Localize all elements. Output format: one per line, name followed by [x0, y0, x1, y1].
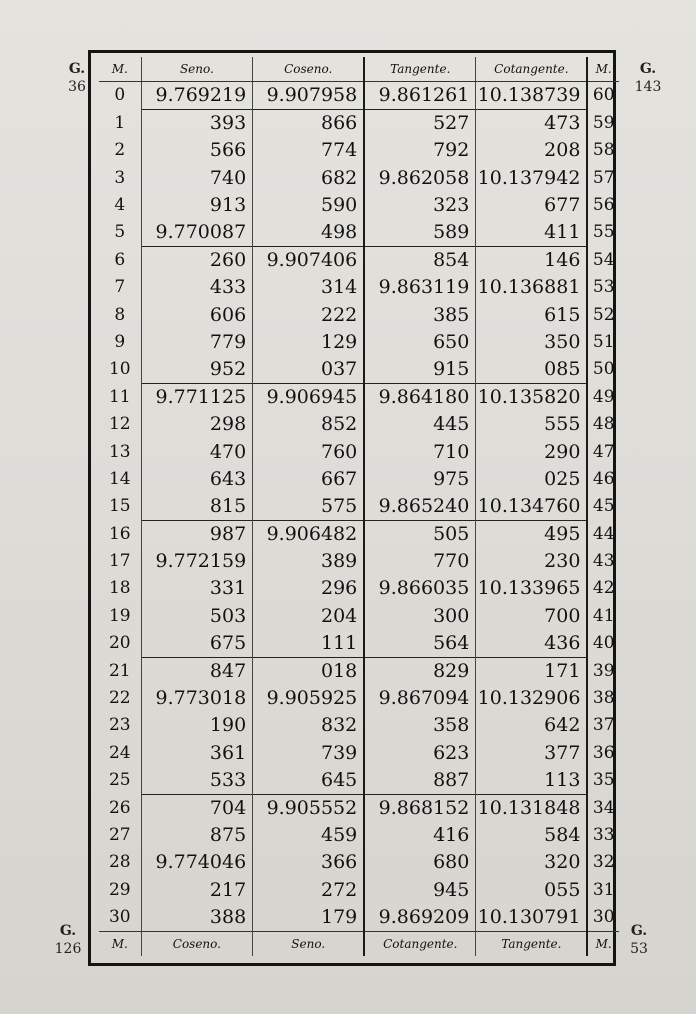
minutes-left-cell: 29	[108, 879, 131, 900]
corner-number: 36	[68, 79, 86, 95]
cotangente-cell: 171	[476, 657, 588, 685]
seno-cell: 190	[141, 712, 253, 739]
minutes-right-cell: 35	[587, 767, 619, 795]
cotangente-cell: 377	[476, 740, 588, 767]
table-row	[99, 247, 619, 275]
cotangente-cell: 146	[476, 247, 588, 275]
minutes-left-cell: 14	[108, 468, 131, 489]
seno-cell: 217	[141, 876, 253, 903]
seno-cell: 9.770087	[141, 219, 253, 247]
cotangente-cell: 290	[476, 438, 588, 465]
tangente-cell: 945	[364, 876, 476, 903]
cotangente-cell: 473	[476, 110, 588, 138]
corner-label: G.	[68, 61, 86, 77]
tangente-cell: 9.862058	[364, 165, 476, 192]
minutes-left-cell: 5	[114, 222, 126, 243]
minutes-left-cell: 22	[108, 688, 131, 709]
coseno-cell: 9.906945	[253, 384, 365, 412]
tangente-cell: 680	[364, 849, 476, 876]
cotangente-cell: 10.136881	[476, 274, 588, 301]
tangente-cell: 9.868152	[364, 794, 476, 822]
cotangente-cell: 113	[476, 767, 588, 795]
coseno-cell: 739	[253, 740, 365, 767]
seno-cell: 566	[141, 137, 253, 164]
minutes-left-cell: 1	[114, 113, 126, 134]
coseno-cell: 590	[253, 192, 365, 219]
corner-bottom-left	[50, 922, 86, 958]
cotangente-cell: 10.135820	[476, 384, 588, 412]
table-row	[99, 110, 619, 138]
minutes-right-cell: 55	[587, 219, 619, 247]
minutes-right-cell: 45	[587, 493, 619, 521]
corner-top-right	[630, 60, 666, 96]
coseno-cell: 129	[253, 329, 365, 356]
minutes-right-cell: 32	[587, 849, 619, 876]
coseno-cell: 645	[253, 767, 365, 795]
coseno-cell: 774	[253, 137, 365, 164]
seno-cell: 606	[141, 302, 253, 329]
coseno-cell: 667	[253, 466, 365, 493]
seno-cell: 9.771125	[141, 384, 253, 412]
table-row	[99, 466, 619, 493]
coseno-cell: 459	[253, 822, 365, 849]
coseno-cell: 018	[253, 657, 365, 685]
table-row	[99, 329, 619, 356]
minutes-left-cell: 18	[108, 578, 131, 599]
table-row	[99, 356, 619, 384]
tangente-cell: 887	[364, 767, 476, 795]
seno-cell: 388	[141, 904, 253, 932]
table-row	[99, 876, 619, 903]
tangente-cell: 9.866035	[364, 575, 476, 602]
minutes-right-cell: 34	[587, 794, 619, 822]
table-row	[99, 849, 619, 876]
minutes-left-cell: 24	[108, 742, 131, 763]
minutes-right-cell: 43	[587, 548, 619, 575]
minutes-left-cell: 27	[108, 825, 131, 846]
tangente-cell: 9.865240	[364, 493, 476, 521]
cotangente-cell: 10.130791	[476, 904, 588, 932]
cotangente-cell: 642	[476, 712, 588, 739]
minutes-right-cell: 30	[587, 904, 619, 932]
seno-cell: 987	[141, 521, 253, 549]
minutes-right-cell: 31	[587, 876, 619, 903]
table-row	[99, 192, 619, 219]
tangente-cell: 564	[364, 630, 476, 658]
cotangente-cell: 10.131848	[476, 794, 588, 822]
seno-cell: 704	[141, 794, 253, 822]
cotangente-cell: 436	[476, 630, 588, 658]
corner-label: G.	[59, 923, 77, 939]
minutes-left-cell: 3	[114, 167, 126, 188]
minutes-left-cell: 0	[114, 85, 126, 106]
table-row	[99, 302, 619, 329]
tangente-cell: 9.863119	[364, 274, 476, 301]
coseno-cell: 037	[253, 356, 365, 384]
tangente-cell: 416	[364, 822, 476, 849]
minutes-left-cell: 12	[108, 414, 131, 435]
header-cotangente: Cotangente.	[476, 57, 588, 82]
seno-cell: 503	[141, 603, 253, 630]
tangente-cell: 710	[364, 438, 476, 465]
minutes-left-cell: 15	[108, 496, 131, 517]
minutes-left-cell: 20	[108, 633, 131, 654]
tangente-cell: 358	[364, 712, 476, 739]
tangente-cell: 854	[364, 247, 476, 275]
table-row	[99, 411, 619, 438]
tangente-cell: 915	[364, 356, 476, 384]
seno-cell: 298	[141, 411, 253, 438]
minutes-right-cell: 33	[587, 822, 619, 849]
table-row	[99, 794, 619, 822]
cotangente-cell: 555	[476, 411, 588, 438]
minutes-right-cell: 58	[587, 137, 619, 164]
minutes-right-cell: 53	[587, 274, 619, 301]
minutes-left-cell: 21	[108, 660, 131, 681]
table-row	[99, 712, 619, 739]
seno-cell: 875	[141, 822, 253, 849]
tangente-cell: 323	[364, 192, 476, 219]
header-minutes-left: M.	[99, 57, 141, 82]
corner-label: G.	[630, 923, 648, 939]
footer-seno: Seno.	[253, 931, 365, 956]
minutes-right-cell: 50	[587, 356, 619, 384]
minutes-right-cell: 51	[587, 329, 619, 356]
minutes-left-cell: 16	[108, 523, 131, 544]
tangente-cell: 505	[364, 521, 476, 549]
coseno-cell: 389	[253, 548, 365, 575]
minutes-right-cell: 36	[587, 740, 619, 767]
minutes-left-cell: 6	[114, 249, 126, 270]
seno-cell: 433	[141, 274, 253, 301]
cotangente-cell: 677	[476, 192, 588, 219]
minutes-left-cell: 11	[108, 386, 131, 407]
coseno-cell: 832	[253, 712, 365, 739]
minutes-right-cell: 54	[587, 247, 619, 275]
table-row	[99, 82, 619, 110]
minutes-left-cell: 2	[114, 140, 126, 161]
footer-row	[99, 931, 619, 956]
table-row	[99, 274, 619, 301]
corner-number: 126	[54, 941, 82, 957]
table-row	[99, 767, 619, 795]
cotangente-cell: 320	[476, 849, 588, 876]
seno-cell: 361	[141, 740, 253, 767]
table-row	[99, 548, 619, 575]
minutes-left-cell: 17	[108, 551, 131, 572]
minutes-right-cell: 37	[587, 712, 619, 739]
corner-bottom-right	[624, 922, 654, 958]
tangente-cell: 650	[364, 329, 476, 356]
seno-cell: 740	[141, 165, 253, 192]
coseno-cell: 179	[253, 904, 365, 932]
seno-cell: 9.772159	[141, 548, 253, 575]
header-coseno: Coseno.	[253, 57, 365, 82]
minutes-right-cell: 44	[587, 521, 619, 549]
minutes-left-cell: 25	[108, 770, 131, 791]
footer-coseno: Coseno.	[141, 931, 253, 956]
coseno-cell: 272	[253, 876, 365, 903]
minutes-right-cell: 38	[587, 685, 619, 712]
footer-minutes-right: M.	[587, 931, 619, 956]
seno-cell: 815	[141, 493, 253, 521]
tangente-cell: 9.867094	[364, 685, 476, 712]
minutes-right-cell: 56	[587, 192, 619, 219]
table-row	[99, 630, 619, 658]
tangente-cell: 829	[364, 657, 476, 685]
minutes-left-cell: 10	[108, 359, 131, 380]
cotangente-cell: 208	[476, 137, 588, 164]
table-row	[99, 438, 619, 465]
corner-number: 53	[630, 941, 648, 957]
coseno-cell: 111	[253, 630, 365, 658]
minutes-right-cell: 49	[587, 384, 619, 412]
coseno-cell: 9.906482	[253, 521, 365, 549]
table-row	[99, 575, 619, 602]
corner-number: 143	[634, 79, 662, 95]
coseno-cell: 204	[253, 603, 365, 630]
seno-cell: 331	[141, 575, 253, 602]
coseno-cell: 222	[253, 302, 365, 329]
minutes-left-cell: 13	[108, 441, 131, 462]
minutes-right-cell: 40	[587, 630, 619, 658]
tangente-cell: 589	[364, 219, 476, 247]
minutes-left-cell: 30	[108, 906, 131, 927]
tangente-cell: 445	[364, 411, 476, 438]
footer-tangente: Tangente.	[476, 931, 588, 956]
seno-cell: 643	[141, 466, 253, 493]
cotangente-cell: 025	[476, 466, 588, 493]
seno-cell: 9.774046	[141, 849, 253, 876]
minutes-left-cell: 26	[108, 797, 131, 818]
seno-cell: 9.769219	[141, 82, 253, 110]
cotangente-cell: 085	[476, 356, 588, 384]
table-row	[99, 384, 619, 412]
minutes-right-cell: 46	[587, 466, 619, 493]
coseno-cell: 9.907406	[253, 247, 365, 275]
minutes-left-cell: 4	[114, 194, 126, 215]
corner-label: G.	[639, 61, 657, 77]
minutes-right-cell: 47	[587, 438, 619, 465]
header-minutes-right: M.	[587, 57, 619, 82]
tangente-cell: 9.861261	[364, 82, 476, 110]
tangente-cell: 385	[364, 302, 476, 329]
coseno-cell: 760	[253, 438, 365, 465]
table-row	[99, 822, 619, 849]
cotangente-cell: 10.137942	[476, 165, 588, 192]
cotangente-cell: 615	[476, 302, 588, 329]
coseno-cell: 575	[253, 493, 365, 521]
cotangente-cell: 10.134760	[476, 493, 588, 521]
seno-cell: 393	[141, 110, 253, 138]
tangente-cell: 623	[364, 740, 476, 767]
minutes-right-cell: 48	[587, 411, 619, 438]
coseno-cell: 9.905552	[253, 794, 365, 822]
table-row	[99, 493, 619, 521]
minutes-left-cell: 8	[114, 304, 126, 325]
trig-table	[99, 57, 619, 956]
coseno-cell: 296	[253, 575, 365, 602]
minutes-left-cell: 19	[108, 605, 131, 626]
cotangente-cell: 10.132906	[476, 685, 588, 712]
cotangente-cell: 055	[476, 876, 588, 903]
seno-cell: 779	[141, 329, 253, 356]
minutes-right-cell: 59	[587, 110, 619, 138]
tangente-cell: 792	[364, 137, 476, 164]
minutes-left-cell: 28	[108, 852, 131, 873]
seno-cell: 913	[141, 192, 253, 219]
footer-cotangente: Cotangente.	[364, 931, 476, 956]
table-row	[99, 165, 619, 192]
cotangente-cell: 230	[476, 548, 588, 575]
seno-cell: 9.773018	[141, 685, 253, 712]
minutes-left-cell: 23	[108, 715, 131, 736]
table-row	[99, 521, 619, 549]
tangente-cell: 300	[364, 603, 476, 630]
coseno-cell: 9.907958	[253, 82, 365, 110]
header-tangente: Tangente.	[364, 57, 476, 82]
seno-cell: 675	[141, 630, 253, 658]
coseno-cell: 682	[253, 165, 365, 192]
minutes-right-cell: 57	[587, 165, 619, 192]
table-row	[99, 603, 619, 630]
minutes-right-cell: 60	[587, 82, 619, 110]
table-row	[99, 904, 619, 932]
tangente-cell: 9.864180	[364, 384, 476, 412]
seno-cell: 533	[141, 767, 253, 795]
cotangente-cell: 584	[476, 822, 588, 849]
minutes-right-cell: 39	[587, 657, 619, 685]
minutes-left-cell: 9	[114, 331, 126, 352]
cotangente-cell: 350	[476, 329, 588, 356]
seno-cell: 470	[141, 438, 253, 465]
cotangente-cell: 10.133965	[476, 575, 588, 602]
minutes-left-cell: 7	[114, 277, 126, 298]
minutes-right-cell: 52	[587, 302, 619, 329]
tangente-cell: 527	[364, 110, 476, 138]
header-row	[99, 57, 619, 82]
table-row	[99, 740, 619, 767]
seno-cell: 260	[141, 247, 253, 275]
coseno-cell: 314	[253, 274, 365, 301]
seno-cell: 847	[141, 657, 253, 685]
coseno-cell: 866	[253, 110, 365, 138]
table-row	[99, 657, 619, 685]
coseno-cell: 498	[253, 219, 365, 247]
coseno-cell: 852	[253, 411, 365, 438]
cotangente-cell: 495	[476, 521, 588, 549]
cotangente-cell: 10.138739	[476, 82, 588, 110]
tangente-cell: 770	[364, 548, 476, 575]
coseno-cell: 9.905925	[253, 685, 365, 712]
header-seno: Seno.	[141, 57, 253, 82]
cotangente-cell: 411	[476, 219, 588, 247]
minutes-right-cell: 41	[587, 603, 619, 630]
footer-minutes-left: M.	[99, 931, 141, 956]
tangente-cell: 975	[364, 466, 476, 493]
coseno-cell: 366	[253, 849, 365, 876]
seno-cell: 952	[141, 356, 253, 384]
table-row	[99, 219, 619, 247]
table-row	[99, 137, 619, 164]
minutes-right-cell: 42	[587, 575, 619, 602]
cotangente-cell: 700	[476, 603, 588, 630]
tangente-cell: 9.869209	[364, 904, 476, 932]
table-row	[99, 685, 619, 712]
